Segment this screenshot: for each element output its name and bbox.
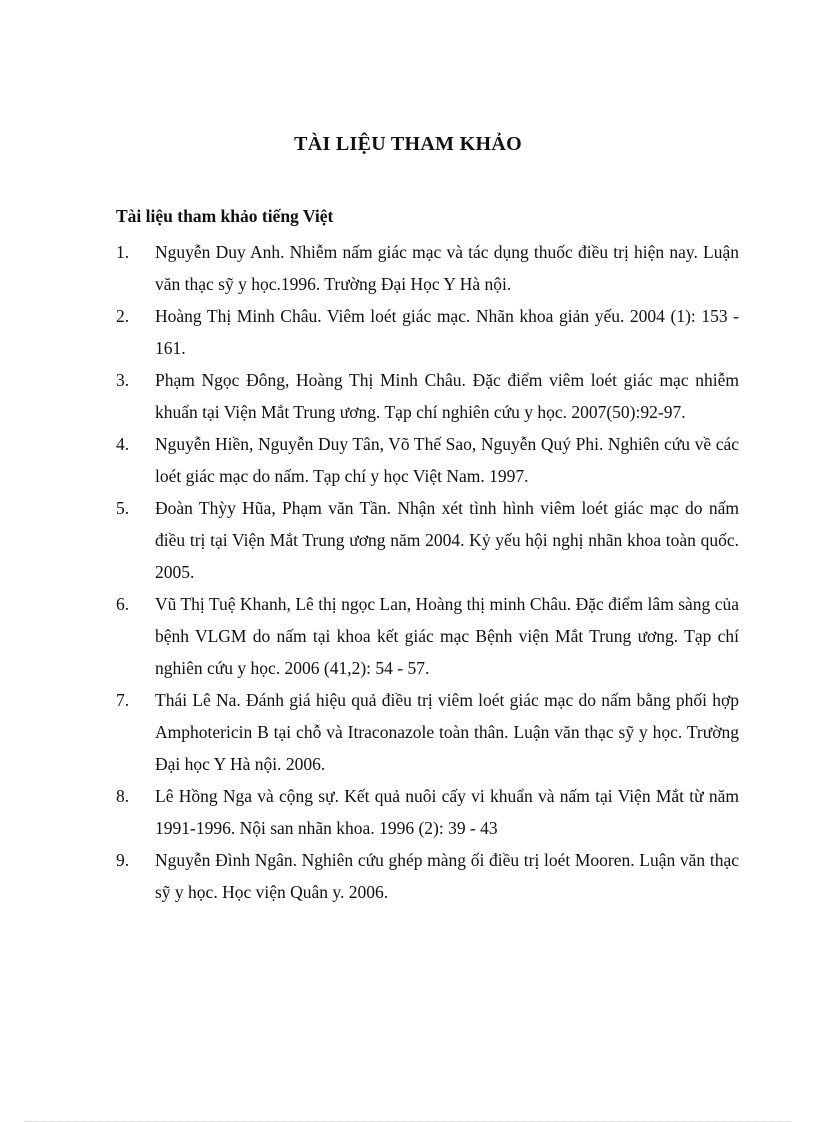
reference-item <box>116 844 739 908</box>
reference-number: 9. <box>116 850 130 870</box>
page-title: TÀI LIỆU THAM KHẢO <box>294 133 522 155</box>
reference-list <box>116 236 739 908</box>
reference-number: 8. <box>116 786 130 806</box>
reference-text: Nguyễn Duy Anh. Nhiễm nấm giác mạc và tác dụng thuốc điều trị hiện nay. Luận văn thạc sỹ y học.1996. Trường Đại Học Y Hà nội. <box>155 242 739 294</box>
section-heading: Tài liệu tham khảo tiếng Việt <box>116 206 334 226</box>
reference-text: Lê Hồng Nga và cộng sự. Kết quả nuôi cấy vi khuẩn và nấm tại Viện Mắt từ năm 1991-1996. Nội san nhãn khoa. 1996 (2): 39 - 43 <box>155 786 739 838</box>
reference-text: Vũ Thị Tuệ Khanh, Lê thị ngọc Lan, Hoàng thị minh Châu. Đặc điểm lâm sàng của bệnh VLGM do nấm tại khoa kết giác mạc Bệnh viện Mắt Trung ương. Tạp chí nghiên cứu y học. 2006 (41,2): 54 - 57. <box>155 594 739 678</box>
reference-number: 4. <box>116 434 130 454</box>
reference-item <box>116 780 739 844</box>
page-bottom-divider <box>24 1121 792 1122</box>
reference-item <box>116 428 739 492</box>
reference-item <box>116 588 739 684</box>
reference-number: 1. <box>116 242 130 262</box>
reference-number: 6. <box>116 594 130 614</box>
reference-number: 5. <box>116 498 130 518</box>
reference-text: Thái Lê Na. Đánh giá hiệu quả điều trị viêm loét giác mạc do nấm bằng phối hợp Amphotericin B tại chỗ và Itraconazole toàn thân. Luận văn thạc sỹ y học. Trường Đại học Y Hà nội. 2006. <box>155 690 739 774</box>
reference-number: 7. <box>116 690 130 710</box>
reference-item <box>116 236 739 300</box>
reference-number: 3. <box>116 370 130 390</box>
reference-text: Phạm Ngọc Đông, Hoàng Thị Minh Châu. Đặc điểm viêm loét giác mạc nhiễm khuẩn tại Viện Mắt Trung ương. Tạp chí nghiên cứu y học. 2007(50):92-97. <box>155 370 739 422</box>
reference-text: Nguyễn Hiền, Nguyễn Duy Tân, Võ Thế Sao, Nguyễn Quý Phi. Nghiên cứu về các loét giác mạc do nấm. Tạp chí y học Việt Nam. 1997. <box>155 434 739 486</box>
reference-text: Hoàng Thị Minh Châu. Viêm loét giác mạc. Nhãn khoa giản yếu. 2004 (1): 153 - 161. <box>155 306 739 358</box>
reference-item <box>116 364 739 428</box>
reference-item <box>116 300 739 364</box>
reference-text: Nguyễn Đình Ngân. Nghiên cứu ghép màng ối điều trị loét Mooren. Luận văn thạc sỹ y học. Học viện Quân y. 2006. <box>155 850 739 902</box>
reference-text: Đoàn Thỳy Hũa, Phạm văn Tần. Nhận xét tình hình viêm loét giác mạc do nấm điều trị tại Viện Mắt Trung ương năm 2004. Kỷ yếu hội nghị nhãn khoa toàn quốc. 2005. <box>155 498 739 582</box>
reference-item <box>116 684 739 780</box>
reference-number: 2. <box>116 306 130 326</box>
reference-item <box>116 492 739 588</box>
